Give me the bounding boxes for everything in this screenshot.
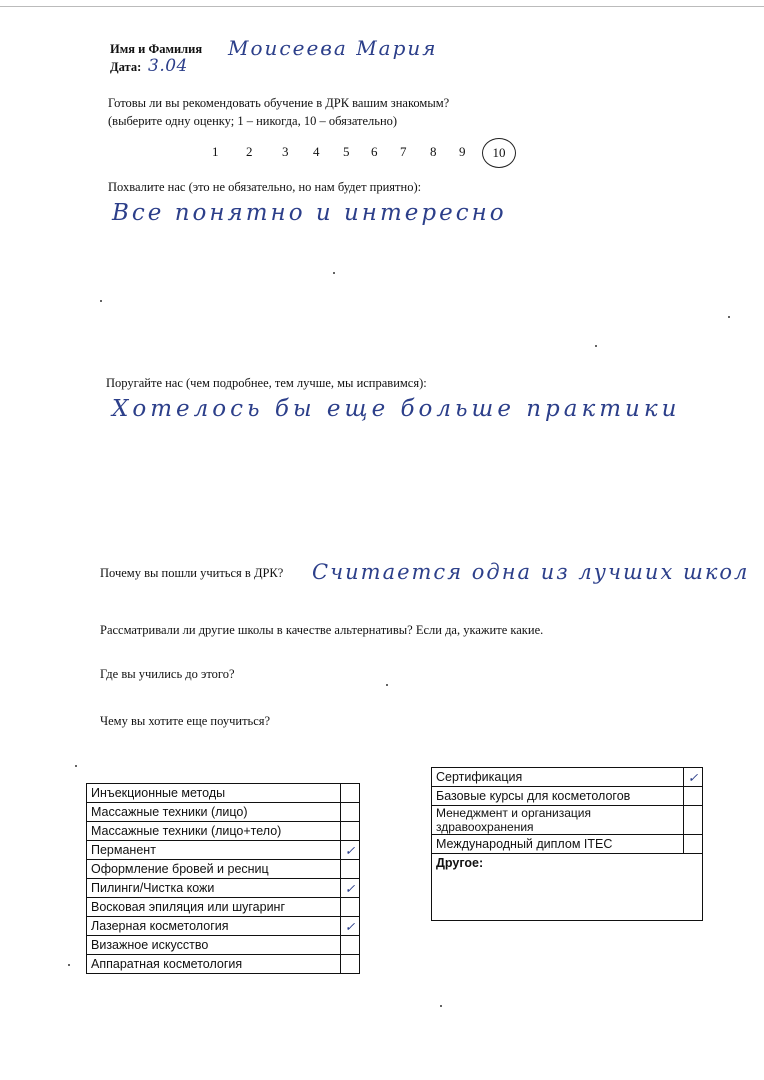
course-checkbox[interactable] (341, 803, 360, 822)
scale-4[interactable]: 4 (313, 144, 320, 159)
table-row (432, 787, 703, 806)
name-handwritten: Моисеева Мария (228, 36, 438, 60)
course-checkbox[interactable] (341, 936, 360, 955)
course-checkbox[interactable] (684, 806, 703, 835)
scale-9[interactable]: 9 (459, 144, 466, 159)
further-question: Чему вы хотите еще поучиться? (100, 714, 271, 728)
scale-2[interactable]: 2 (246, 144, 253, 159)
course-label: Восковая эпиляция или шугаринг (87, 898, 341, 917)
scale-7[interactable]: 7 (400, 144, 407, 159)
scan-speck (595, 345, 597, 347)
table-row (87, 784, 360, 803)
scale-1[interactable]: 1 (212, 144, 219, 159)
scan-speck (100, 300, 102, 302)
scan-speck (728, 316, 730, 318)
scale-3[interactable]: 3 (282, 144, 289, 159)
recommend-question: Готовы ли вы рекомендовать обучение в ДРК вашим знакомым? (108, 96, 450, 110)
date-label: Дата: (110, 60, 142, 74)
course-checkbox[interactable] (341, 955, 360, 974)
alternatives-question: Рассматривали ли другие школы в качестве альтернативы? Если да, укажите какие. (100, 623, 544, 637)
course-checkbox[interactable] (684, 835, 703, 854)
course-checkbox[interactable] (341, 784, 360, 803)
course-label: Менеджмент и организация здравоохранения (432, 806, 684, 835)
course-checkbox[interactable]: ✓ (684, 768, 703, 787)
criticism-question: Поругайте нас (чем подробнее, тем лучше, мы исправимся): (106, 376, 427, 390)
scan-top-edge (0, 0, 764, 7)
other-field[interactable] (432, 854, 703, 921)
table-row (87, 822, 360, 841)
scan-speck (440, 1005, 442, 1007)
date-handwritten: 3.04 (148, 56, 188, 76)
course-label: Инъекционные методы (87, 784, 341, 803)
scale-5[interactable]: 5 (343, 144, 350, 159)
name-label: Имя и Фамилия (110, 42, 203, 56)
scan-speck (386, 684, 388, 686)
scale-10-circled[interactable]: 10 (482, 138, 516, 168)
scan-speck (68, 964, 70, 966)
course-checkbox[interactable]: ✓ (341, 841, 360, 860)
scale-8[interactable]: 8 (430, 144, 437, 159)
table-row (87, 898, 360, 917)
course-label: Сертификация (432, 768, 684, 787)
course-checkbox[interactable] (341, 822, 360, 841)
table-row (87, 917, 360, 936)
course-label: Лазерная косметология (87, 917, 341, 936)
course-checkbox[interactable] (684, 787, 703, 806)
scan-speck (75, 765, 77, 767)
course-label: Визажное искусство (87, 936, 341, 955)
course-label: Аппаратная косметология (87, 955, 341, 974)
table-row (87, 879, 360, 898)
other-label: Другое: (436, 856, 484, 870)
course-label: Пилинги/Чистка кожи (87, 879, 341, 898)
courses-right-table (431, 767, 703, 921)
courses-left-table (86, 783, 360, 974)
recommend-hint: (выберите одну оценку; 1 – никогда, 10 – обязательно) (108, 114, 398, 128)
table-row (432, 806, 703, 835)
scale-6[interactable]: 6 (371, 144, 378, 159)
table-row (432, 835, 703, 854)
course-checkbox[interactable]: ✓ (341, 879, 360, 898)
table-row (87, 955, 360, 974)
course-label: Международный диплом ITEC (432, 835, 684, 854)
why-question: Почему вы пошли учиться в ДРК? (100, 566, 284, 580)
table-row (87, 841, 360, 860)
previous-question: Где вы учились до этого? (100, 667, 235, 681)
praise-answer: Все понятно и интересно (112, 200, 507, 226)
course-label: Оформление бровей и ресниц (87, 860, 341, 879)
course-checkbox[interactable] (341, 860, 360, 879)
table-row (87, 860, 360, 879)
table-row (87, 803, 360, 822)
scan-speck (333, 272, 335, 274)
course-label: Перманент (87, 841, 341, 860)
why-answer: Считается одна из лучших школ (312, 560, 750, 584)
course-checkbox[interactable]: ✓ (341, 917, 360, 936)
course-label: Массажные техники (лицо+тело) (87, 822, 341, 841)
criticism-answer: Хотелось бы еще больше практики (112, 396, 681, 422)
other-row (432, 854, 703, 921)
course-label: Базовые курсы для косметологов (432, 787, 684, 806)
course-label: Массажные техники (лицо) (87, 803, 341, 822)
praise-question: Похвалите нас (это не обязательно, но нам будет приятно): (108, 180, 422, 194)
table-row (432, 768, 703, 787)
table-row (87, 936, 360, 955)
course-checkbox[interactable] (341, 898, 360, 917)
